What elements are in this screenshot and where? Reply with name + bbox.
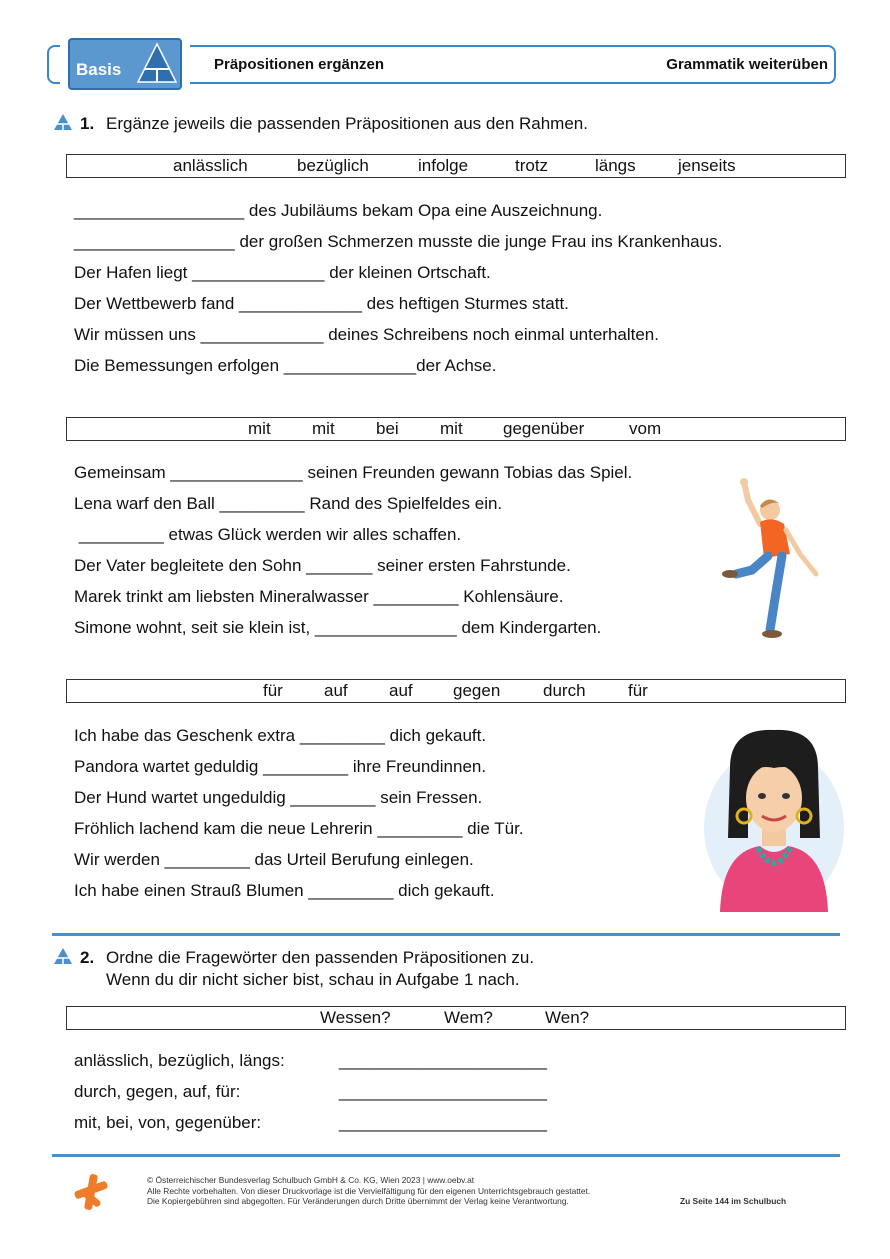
word-box-item: jenseits <box>678 156 736 175</box>
answer-blank: ______________________ <box>339 1082 548 1101</box>
task-2-heading <box>80 947 534 991</box>
exercise-sentence: Lena warf den Ball _________ Rand des Spielfeldes ein. <box>74 494 503 513</box>
task-instruction-hint: Wenn du dir nicht sicher bist, schau in Aufgabe 1 nach. <box>106 970 520 989</box>
word-box-item: bezüglich <box>297 156 369 175</box>
exercise-sentence: Der Vater begleitete den Sohn _______ seiner ersten Fahrstunde. <box>74 556 571 575</box>
word-box <box>66 1006 846 1030</box>
rights-line: Alle Rechte vorbehalten. Von dieser Druckvorlage ist die Vervielfältigung für den eigenen Unterrichtsgebrauch gestattet. <box>147 1186 591 1196</box>
answer-blank: ______________________ <box>339 1113 548 1132</box>
word-box <box>66 154 846 178</box>
word-box-item: mit <box>248 419 271 438</box>
word-box-item: infolge <box>418 156 469 175</box>
exercise-sentence: Wir müssen uns _____________ deines Schreibens noch einmal unterhalten. <box>74 325 659 344</box>
page-title: Präpositionen ergänzen <box>214 56 385 73</box>
word-box <box>66 679 846 703</box>
task-instruction: Ordne die Fragewörter den passenden Präpositionen zu. <box>106 948 535 967</box>
section-divider <box>52 933 840 936</box>
basis-label: Basis <box>76 60 122 79</box>
basis-level-icon <box>53 113 73 131</box>
word-box-item: anlässlich <box>173 156 248 175</box>
boy-illustration <box>712 474 822 642</box>
word-box-item: bei <box>376 419 399 438</box>
word-box-item: gegenüber <box>503 419 585 438</box>
task-number: 2. <box>80 948 95 967</box>
word-box-item: für <box>628 681 648 700</box>
woman-illustration <box>700 728 848 912</box>
schoolbook-reference: Zu Seite 144 im Schulbuch <box>680 1196 787 1206</box>
word-box-item: mit <box>312 419 335 438</box>
match-row-label: durch, gegen, auf, für: <box>74 1082 241 1101</box>
word-box-item: gegen <box>453 681 501 700</box>
word-box-item: mit <box>440 419 463 438</box>
word-box-item: auf <box>324 681 348 700</box>
exercise-sentence: __________________ des Jubiläums bekam Opa eine Auszeichnung. <box>74 201 603 220</box>
word-box-item: Wessen? <box>320 1008 391 1027</box>
exercise-sentence: _________________ der großen Schmerzen musste die junge Frau ins Krankenhaus. <box>74 232 723 251</box>
publisher-logo-icon <box>72 1172 110 1212</box>
word-box-item: auf <box>389 681 413 700</box>
word-box <box>66 417 846 441</box>
word-box-item: durch <box>543 681 586 700</box>
exercise-sentence: Der Hafen liegt ______________ der kleinen Ortschaft. <box>74 263 491 282</box>
word-box-item: trotz <box>515 156 549 175</box>
exercise-sentence: Ich habe das Geschenk extra _________ dich gekauft. <box>74 726 487 745</box>
word-box-item: Wen? <box>545 1008 590 1027</box>
exercise-sentence: Der Wettbewerb fand _____________ des heftigen Sturmes statt. <box>74 294 569 313</box>
task-instruction: Ergänze jeweils die passenden Präpositionen aus den Rahmen. <box>106 114 588 133</box>
match-row-label: anlässlich, bezüglich, längs: <box>74 1051 285 1070</box>
exercise-sentence: Pandora wartet geduldig _________ ihre Freundinnen. <box>74 757 487 776</box>
answer-blank: ______________________ <box>339 1051 548 1070</box>
task-number: 1. <box>80 114 95 133</box>
copyright-line: © Österreichischer Bundesverlag Schulbuch GmbH & Co. KG, Wien 2023 | www.oebv.at <box>147 1175 475 1185</box>
word-box-item: vom <box>629 419 662 438</box>
word-box-item: längs <box>595 156 636 175</box>
exercise-sentence: Die Bemessungen erfolgen ______________der Achse. <box>74 356 497 375</box>
exercise-sentence: Marek trinkt am liebsten Mineralwasser _________ Kohlensäure. <box>74 587 564 606</box>
basis-level-icon <box>53 947 73 965</box>
exercise-sentence: Ich habe einen Strauß Blumen _________ dich gekauft. <box>74 881 495 900</box>
word-box-item: für <box>263 681 283 700</box>
exercise-sentence: Gemeinsam ______________ seinen Freunden gewann Tobias das Spiel. <box>74 463 633 482</box>
footer-divider <box>52 1154 840 1157</box>
exercise-sentence: _________ etwas Glück werden wir alles schaffen. <box>74 525 462 544</box>
exercise-sentence: Wir werden _________ das Urteil Berufung einlegen. <box>74 850 474 869</box>
exercise-sentence: Simone wohnt, seit sie klein ist, _______________ dem Kindergarten. <box>74 618 602 637</box>
level-triangle-icon <box>136 42 178 86</box>
match-row-label: mit, bei, von, gegenüber: <box>74 1113 262 1132</box>
disclaimer-line: Die Kopiergebühren sind abgegolten. Für Veränderungen durch Dritte übernimmt der Verlag keine Verantwortung. <box>147 1196 569 1206</box>
task-1-heading <box>80 113 588 135</box>
exercise-sentence: Der Hund wartet ungeduldig _________ sein Fressen. <box>74 788 483 807</box>
word-box-item: Wem? <box>444 1008 493 1027</box>
exercise-sentence: Fröhlich lachend kam die neue Lehrerin _________ die Tür. <box>74 819 524 838</box>
page-category: Grammatik weiterüben <box>666 56 828 73</box>
